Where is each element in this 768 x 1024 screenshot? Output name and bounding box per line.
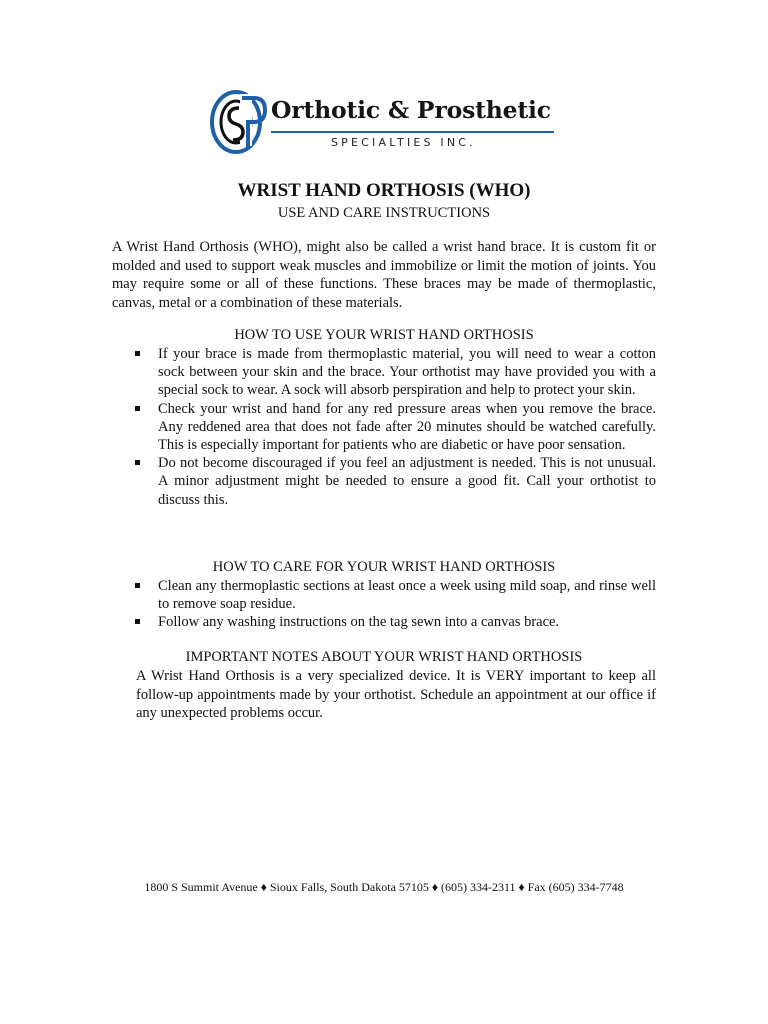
notes-paragraph: A Wrist Hand Orthosis is a very specialized device. It is VERY important to keep all follow-up appointments made by your orthotist. Schedule an appointment at our office if any unexpected problems occur. [136, 668, 656, 722]
bullet-marker [135, 583, 140, 588]
logo-subtitle: SPECIALTIES INC. [331, 136, 476, 149]
list-item-text: Do not become discouraged if you feel an adjustment is needed. This is not unusual. A minor adjustment might be needed to ensure a good fit. Call your orthotist to discuss this. [158, 455, 656, 508]
section-heading-notes: IMPORTANT NOTES ABOUT YOUR WRIST HAND ORTHOSIS [185, 649, 583, 665]
list-item-text: If your brace is made from thermoplastic material, you will need to wear a cotton sock between your skin and the brace. Your orthotist may have provided you with a special sock to wear. A sock will absorb perspiration and help to protect your skin. [158, 346, 656, 399]
bullet-marker [135, 460, 140, 465]
document-subtitle: USE AND CARE INSTRUCTIONS [277, 205, 491, 221]
document-title: WRIST HAND ORTHOSIS (WHO) [237, 180, 531, 201]
list-item-text: Follow any washing instructions on the tag sewn into a canvas brace. [158, 614, 560, 631]
intro-paragraph: A Wrist Hand Orthosis (WHO), might also be called a wrist hand brace. It is custom fit or molded and used to support weak muscles and immobilize or limit the motion of joints. You may require some or all of these functions. These braces may be made of thermoplastic, canvas, metal or a combination of these materials. [112, 239, 656, 311]
care-list [112, 577, 656, 632]
list-item [112, 400, 656, 455]
bullet-marker [135, 406, 140, 411]
section-heading-use: HOW TO USE YOUR WRIST HAND ORTHOSIS [234, 327, 534, 343]
list-item-text: Check your wrist and hand for any red pressure areas when you remove the brace. Any reddened area that does not fade after 20 minutes should be watched carefully. This is especially important for patients who are diabetic or have poor sensation. [158, 400, 656, 454]
section-heading-care: HOW TO CARE FOR YOUR WRIST HAND ORTHOSIS [212, 559, 556, 575]
use-list [112, 345, 656, 509]
list-item [112, 577, 656, 613]
footer-address: 1800 S Summit Avenue ♦ Sioux Falls, South Dakota 57105 ♦ (605) 334-2311 ♦ Fax (605) 334-7748 [144, 880, 624, 894]
bullet-marker [135, 351, 140, 356]
osp-logo-emblem-icon [209, 86, 267, 158]
list-item [112, 345, 656, 400]
bullet-marker [135, 619, 140, 624]
logo-rule [271, 131, 554, 133]
logo-title: Orthotic & Prosthetic [271, 96, 551, 124]
list-item [112, 454, 656, 509]
list-item [112, 613, 656, 631]
list-item-text: Clean any thermoplastic sections at least once a week using mild soap, and rinse well to remove soap residue. [158, 578, 656, 613]
company-logo [209, 86, 559, 158]
